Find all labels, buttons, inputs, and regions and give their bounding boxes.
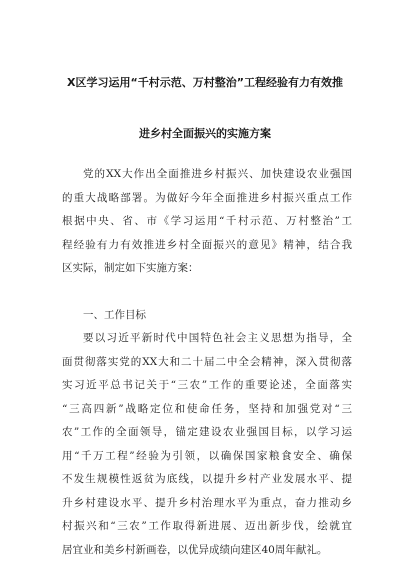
document-title-line-2: 进乡村全面振兴的实施方案 <box>139 127 271 140</box>
goals-paragraph <box>62 327 352 562</box>
intro-paragraph-line: 程经验有力有效推进乡村全面振兴的意见》精神，结合我 <box>62 238 352 251</box>
document-title-line-1: X区学习运用“千村示范、万村整治”工程经验有力有效推 <box>67 76 343 89</box>
goals-paragraph-line: 面贯彻落实党的XX大和二十届二中全会精神，深入贯彻落 <box>62 355 352 368</box>
goals-paragraph-line: 不发生规模性返贫为底线，以提升乡村产业发展水平、提 <box>62 473 352 485</box>
goals-paragraph-line: 要以习近平新时代中国特色社会主义思想为指导，全 <box>83 332 352 344</box>
section-heading-goals: 一、工作目标 <box>83 309 146 321</box>
goals-paragraph-line: 升乡村建设水平、提升乡村治理水平为重点，奋力推动乡 <box>62 496 352 509</box>
goals-paragraph-line: “三高四新”战略定位和使命任务，坚持和加强党对“三 <box>62 402 352 415</box>
intro-paragraph-line: 党的XX大作出全面推进乡村振兴、加快建设农业强国 <box>83 168 352 180</box>
intro-paragraph-line: 的重大战略部署。为做好今年全面推进乡村振兴重点工作 <box>62 191 352 204</box>
intro-paragraph-line: 区实际，制定如下实施方案： <box>62 262 199 274</box>
goals-paragraph-line: 实习近平总书记关于“三农”工作的重要论述，全面落实 <box>62 379 352 391</box>
intro-paragraph <box>62 163 352 281</box>
intro-paragraph-line: 根据中央、省、市《学习运用“千村示范、万村整治”工 <box>62 215 352 227</box>
goals-paragraph-line: 用“千万工程”经验为引领，以确保国家粮食安全、确保 <box>62 449 352 462</box>
goals-paragraph-line: 居宜业和美乡村新画卷，以优异成绩向建区40周年献礼。 <box>62 543 328 556</box>
goals-paragraph-line: 村振兴和“三农”工作取得新进展、迈出新步伐，绘就宜 <box>62 520 352 532</box>
goals-paragraph-line: 农”工作的全面领导，锚定建设农业强国目标，以学习运 <box>62 426 352 438</box>
